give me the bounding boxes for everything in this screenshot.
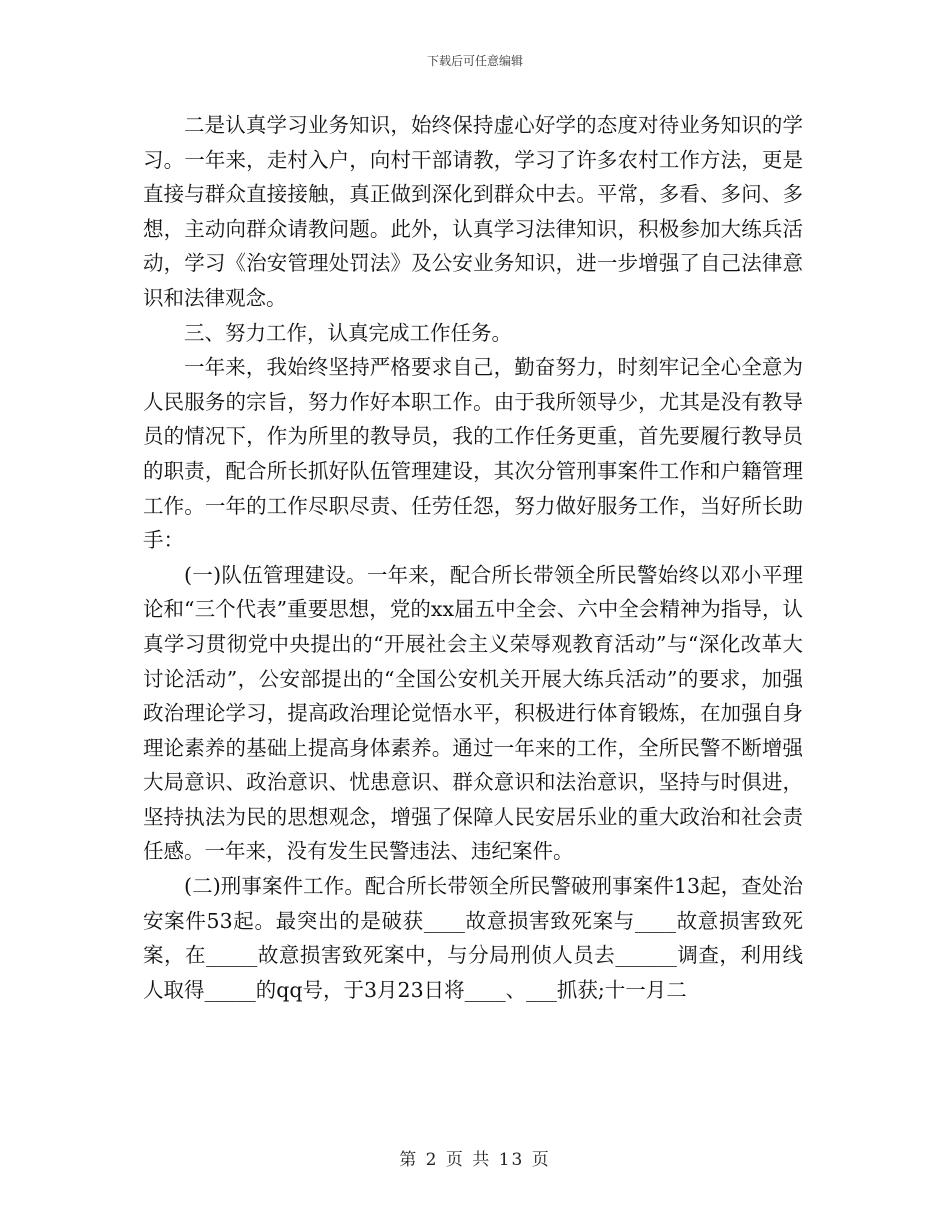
document-body — [143, 108, 803, 1007]
paragraph-criminal-cases: (二)刑事案件工作。配合所长带领全所民警破刑事案件13起，查处治安案件53起。最突出的是破获____故意损害致死案与____故意损害致死案，在_____故意损害致死案中，与分局刑侦人员去______调查，利用线人取得_____的qq号，于3月23日将____、___抓获;十一月二 — [143, 874, 803, 1002]
paragraph-study-knowledge: 二是认真学习业务知识，始终保持虚心好学的态度对待业务知识的学习。一年来，走村入户，向村干部请教，学习了许多农村工作方法，更是直接与群众直接接触，真正做到深化到群众中去。平常，多看、多问、多想，主动向群众请教问题。此外，认真学习法律知识，积极参加大练兵活动，学习《治安管理处罚法》及公安业务知识，进一步增强了自己法律意识和法律观念。 — [143, 113, 803, 310]
paragraph-work-overview: 一年来，我始终坚持严格要求自己，勤奋努力，时刻牢记全心全意为人民服务的宗旨，努力作好本职工作。由于我所领导少，尤其是没有教导员的情况下，作为所里的教导员，我的工作任务更重，首先要履行教导员的职责，配合所长抓好队伍管理建设，其次分管刑事案件工作和户籍管理工作。一年的工作尽职尽责、任劳任怨，努力做好服务工作，当好所长助手： — [143, 355, 803, 553]
page-header: 下载后可任意编辑 — [426, 54, 523, 68]
paragraph-team-management: (一)队伍管理建设。一年来，配合所长带领全所民警始终以邓小平理论和“三个代表”重要思想，党的xx届五中全会、六中全会精神为指导，认真学习贯彻党中央提出的“开展社会主义荣辱观教育活动”与“深化改革大讨论活动”，公安部提出的“全国公安机关开展大练兵活动”的要求，加强政治理论学习，提高政治理论觉悟水平，积极进行体育锻炼，在加强自身理论素养的基础上提高身体素养。通过一年来的工作，全所民警不断增强大局意识、政治意识、忧患意识、群众意识和法治意识，坚持与时俱进，坚持执法为民的思想观念，增强了保障人民安居乐业的重大政治和社会责任感。一年来，没有发生民警违法、违纪案件。 — [143, 562, 803, 864]
section-heading-work-tasks: 三、努力工作，认真完成工作任务。 — [184, 320, 512, 345]
page-number: 第 2 页 共 13 页 — [399, 1150, 551, 1170]
